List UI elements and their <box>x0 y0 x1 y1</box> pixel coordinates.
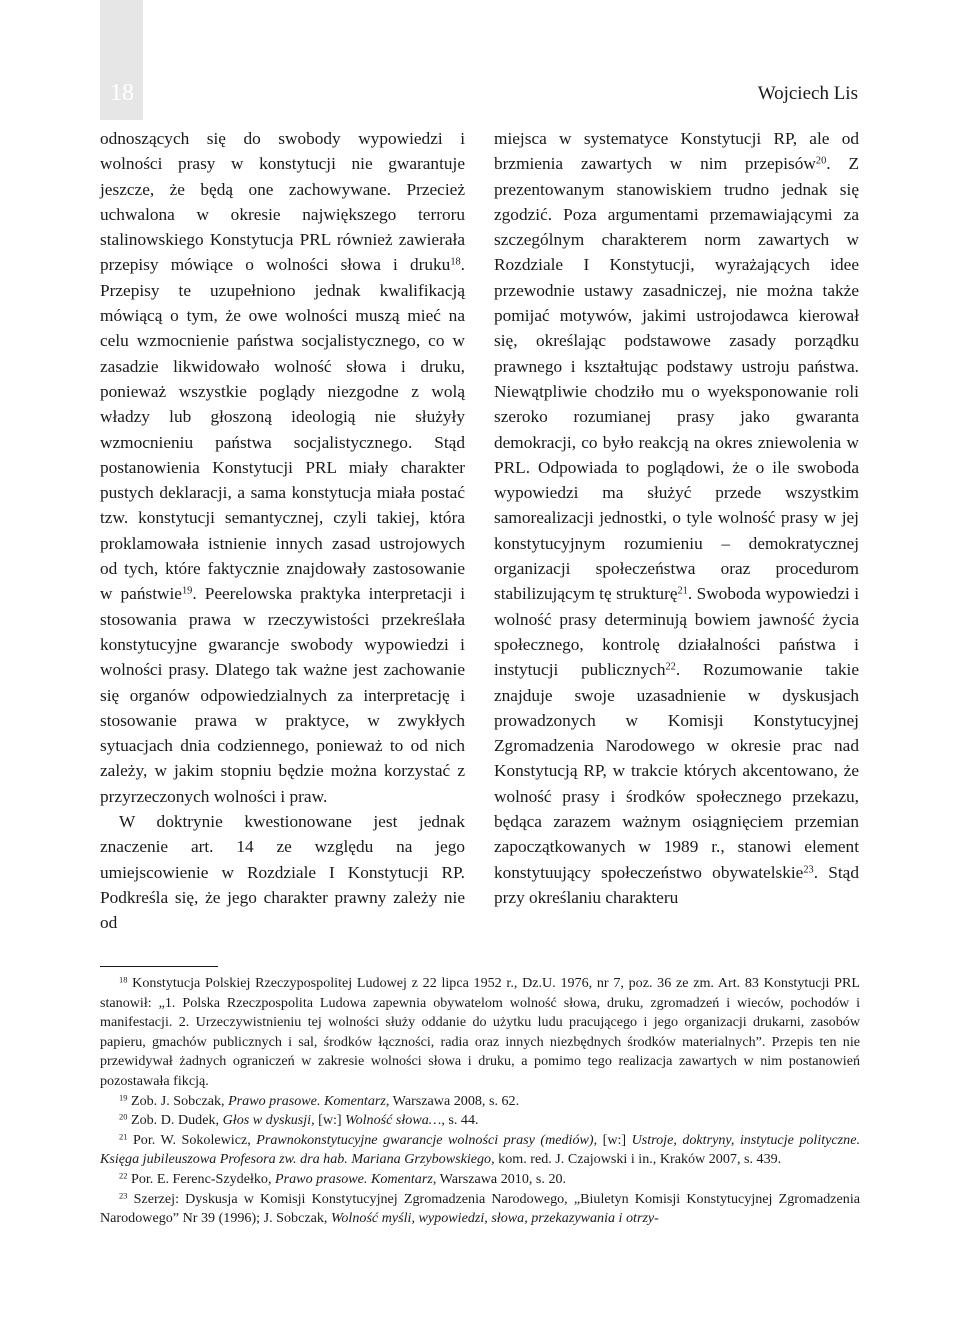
running-head-author: Wojciech Lis <box>757 83 858 104</box>
footnote-text: Konstytucja Polskiej Rzeczypospolitej Ludowej z 22 lipca 1952 r., Dz.U. 1976, nr 7, poz. 36 ze zm. Art. 83 Konstytucji PRL stanowił: „1. Polska Rzeczpospolita Ludowa zapewnia obywatelom wolność słowa, druku, zgromadzeń i wieców, pochodów i manifestacji. 2. Urzeczywistnieniu tej wolności służy oddanie do użytku ludu pracującego i jego organizacji drukarni, zasobów papieru, gmachów publicznych i sal, środków łączności, radia oraz innych niezbędnych środków materialnych”. Przepis ten nie przewidywał żadnych ograniczeń w zakresie wolności słowa i druku, a pomimo tego realizacja zawartych w nim postanowień pozostawała fikcją. <box>100 975 861 1089</box>
left-column <box>100 126 465 936</box>
footnote-separator <box>100 966 218 967</box>
page-number: 18 <box>110 80 134 106</box>
left-paragraph-2: W doktrynie kwestionowane jest jednak znaczenie art. 14 ze względu na jego umiejscowienie w Rozdziale I Konstytucji RP. Podkreśla się, że jego charakter prawny zależy nie od <box>100 812 465 933</box>
body-text: . Przepisy te uzupełniono jednak kwalifikacją mówiącą o tym, że owe wolności muszą mieć na celu wzmocnienie państwa socjalistycznego, co w zasadzie likwidowało wolność słowa i druku, ponieważ wszystkie poglądy niezgodne z wolą władzy lub głoszoną ideologią nie służyły wzmocnieniu państwa socjalistycznego. Stąd postanowienia Konstytucji PRL miały charakter pustych deklaracji, a sama konstytucja miała postać tzw. konstytucji semantycznej, czyli takiej, która proklamowała istnienie innych zasad ustrojowych od tych, które faktycznie znajdowały zastosowanie w państwie <box>100 255 465 604</box>
footnote-number: 18 <box>119 974 128 985</box>
footnote-text: Zob. D. Dudek, <box>130 1112 223 1129</box>
footnote-title: Ustroje, doktryny, instytucje polityczne. Księga jubileuszowa Profesora zw. dra hab. Mariana Grzybowskiego <box>100 1131 860 1168</box>
left-paragraph-1 <box>100 126 465 809</box>
footnote-title: Prawo prasowe. Komentarz <box>228 1092 386 1109</box>
body-text: . Rozumowanie takie znajduje swoje uzasadnienie w dyskusjach prowadzonych w Komisji Konstytucyjnej Zgromadzenia Narodowego w okresie prac nad Konstytucją RP, w trakcie których akcentowano, że wolność prasy i środków społecznego przekazu, będąca zarazem ważnym osiągnięciem przemian zapoczątkowanych w 1989 r., stanowi element konstytuujący społeczeństwo obywatelskie <box>494 660 859 882</box>
footnote-18 <box>100 974 860 1092</box>
footnote-text: Szerzej: Dyskusja w Komisji Konstytucyjnej Zgromadzenia Narodowego, „Biuletyn Komisji Konstytucyjnej Zgromadzenia Narodowego” Nr 39 (1996); J. Sobczak, <box>100 1190 860 1227</box>
footnote-21 <box>100 1131 860 1170</box>
body-text: odnoszących się do swobody wypowiedzi i wolności prasy w konstytucji nie gwarantuje jeszcze, że będą one zachowywane. Przecież uchwalona w okresie największego terroru stalinowskiego Konstytucja PRL również zawierała przepisy mówiące o wolności słowa i druku <box>100 129 465 275</box>
footnote-22 <box>100 1170 860 1190</box>
footnote-number: 21 <box>119 1131 128 1142</box>
footnote-ref-19[interactable]: 19 <box>181 585 193 597</box>
footnote-19 <box>100 1092 860 1112</box>
footnote-text: , Warszawa 2010, s. 20. <box>432 1170 567 1187</box>
footnote-23 <box>100 1190 860 1229</box>
footnote-ref-20[interactable]: 20 <box>815 155 827 167</box>
body-text: miejsca w systematyce Konstytucji RP, ale od brzmienia zawartych w nim przepisów <box>494 129 859 174</box>
footnote-title: Prawnokonstytucyjne gwarancje wolności prasy (mediów) <box>256 1131 594 1148</box>
footnote-title: Prawo prasowe. Komentarz <box>275 1170 433 1187</box>
footnote-text: , s. 44. <box>441 1112 479 1129</box>
footnote-ref-22[interactable]: 22 <box>665 661 676 673</box>
footnote-text: , kom. red. J. Czajowski i in., Kraków 2007, s. 439. <box>491 1151 782 1168</box>
body-text: . Stąd przy określaniu charakteru <box>494 862 859 907</box>
footnote-number: 22 <box>119 1170 128 1181</box>
footnote-text: Por. W. Sokolewicz, <box>132 1131 257 1148</box>
footnote-number: 23 <box>119 1189 128 1200</box>
body-text: . Z prezentowanym stanowiskiem trudno jednak się zgodzić. Poza argumentami przemawiającymi za szczególnym charakterem norm zawartych w Rozdziale I Konstytucji, wyrażających idee przewodnie ustawy zasadniczej, nie można także pomijać motywów, jakimi ustrojodawca kierował się, określając podstawowe zasady porządku prawnego i kształtując podstawy ustroju państwa. Niewątpliwie chodziło mu o wyeksponowanie roli szeroko rozumianej prasy jako gwaranta demokracji, co było reakcją na okres zniewolenia w PRL. Odpowiada to poglądowi, że o ile swoboda wypowiedzi ma służyć przede wszystkim samorealizacji jednostki, o tyle wolność prasy w jej konstytucyjnym rozumieniu – demokratycznej organizacji społeczeństwa oraz procedurom stabilizującym tę strukturę <box>494 154 859 604</box>
footnote-ref-21[interactable]: 21 <box>677 585 688 597</box>
right-column <box>494 126 859 910</box>
footnote-number: 19 <box>119 1091 128 1102</box>
footnote-title: Wolność myśli, wypowiedzi, słowa, przekazywania i otrzy- <box>330 1210 659 1227</box>
footnotes <box>100 974 860 1229</box>
footnote-ref-18[interactable]: 18 <box>450 256 461 268</box>
footnote-title: Wolność słowa… <box>345 1112 442 1129</box>
footnote-text: , Warszawa 2008, s. 62. <box>385 1092 520 1109</box>
footnote-number: 20 <box>119 1111 128 1122</box>
footnote-text: Zob. J. Sobczak, <box>130 1092 229 1109</box>
footnote-ref-23[interactable]: 23 <box>803 863 814 875</box>
footnote-title: Głos w dyskusji <box>222 1112 312 1129</box>
footnote-text: , [w:] <box>311 1112 346 1129</box>
footnote-text: , [w:] <box>593 1131 632 1148</box>
body-text: . Peerelowska praktyka interpretacji i stosowania prawa w rzeczywistości przekreślała konstytucyjne gwarancje swobody wypowiedzi i wolności prasy. Dlatego tak ważne jest zachowanie się organów odpowiedzialnych za interpretację i stosowanie prawa w praktyce, w zwykłych sytuacjach dnia codziennego, ponieważ to od nich zależy, w jakim stopniu będzie można korzystać z przyrzeczonych wolności i praw. <box>100 584 465 806</box>
footnote-20 <box>100 1111 860 1131</box>
body-text: . Swoboda wypowiedzi i wolność prasy determinują bowiem jawność życia społecznego, kontrolę działalności państwa i instytucji publicznych <box>494 584 859 680</box>
footnote-text: Por. E. Ferenc-Szydełko, <box>130 1170 276 1187</box>
right-paragraph-1 <box>494 126 859 910</box>
